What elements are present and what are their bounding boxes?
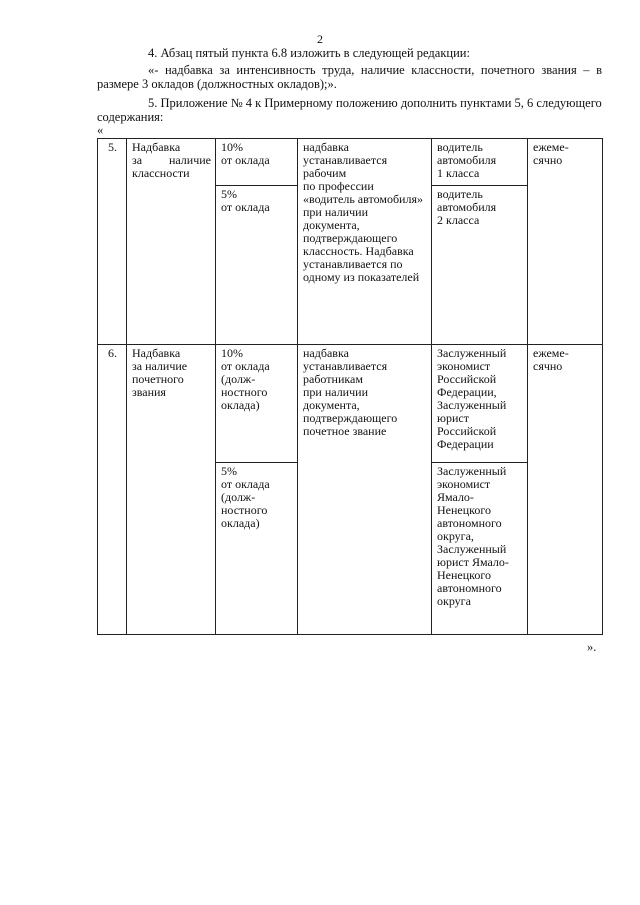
closing-quote: ». (587, 640, 597, 654)
allowance-amount: 5% от оклада (216, 186, 298, 345)
allowance-amount: 10% от оклада (долж- ностного оклада) (216, 345, 298, 463)
allowance-condition: надбавка устанавливается работникам при наличии документа, подтверждающего почетное звание (298, 345, 432, 635)
row-number: 6. (98, 345, 127, 635)
allowance-table (97, 138, 603, 635)
allowance-amount: 5% от оклада (долж- ностного оклада) (216, 463, 298, 635)
paragraph-4: 4. Абзац пятый пункта 6.8 изложить в следующей редакции: (148, 46, 470, 60)
opening-quote: « (97, 123, 104, 137)
allowance-name: Надбавка за наличие классности (127, 139, 216, 345)
row-number: 5. (98, 139, 127, 345)
paragraph-5: 5. Приложение № 4 к Примерному положению дополнить пунктами 5, 6 следующего содержания: (97, 96, 602, 124)
allowance-amount: 10% от оклада (216, 139, 298, 186)
table-row (98, 345, 603, 463)
paragraph-quote: «- надбавка за интенсивность труда, наличие классности, почетного звания – в размере 3 окладов (должностных окладов);». (97, 63, 602, 91)
payment-frequency: ежеме- сячно (528, 345, 603, 635)
page-number: 2 (317, 32, 323, 46)
table-row (98, 139, 603, 186)
allowance-category: Заслуженный экономист Ямало-Ненецкого автономного округа, Заслуженный юрист Ямало-Ненецкого автономного округа (432, 463, 528, 635)
allowance-category: водитель автомобиля 1 класса (432, 139, 528, 186)
allowance-category: Заслуженный экономист Российской Федерации, Заслуженный юрист Российской Федерации (432, 345, 528, 463)
allowance-name: Надбавка за наличие почетного звания (127, 345, 216, 635)
allowance-condition: надбавка устанавливается рабочим по профессии «водитель автомобиля» при наличии документа, подтверждающего классность. Надбавка устанавливается по одному из показателей (298, 139, 432, 345)
payment-frequency: ежеме- сячно (528, 139, 603, 345)
allowance-category: водитель автомобиля 2 класса (432, 186, 528, 345)
